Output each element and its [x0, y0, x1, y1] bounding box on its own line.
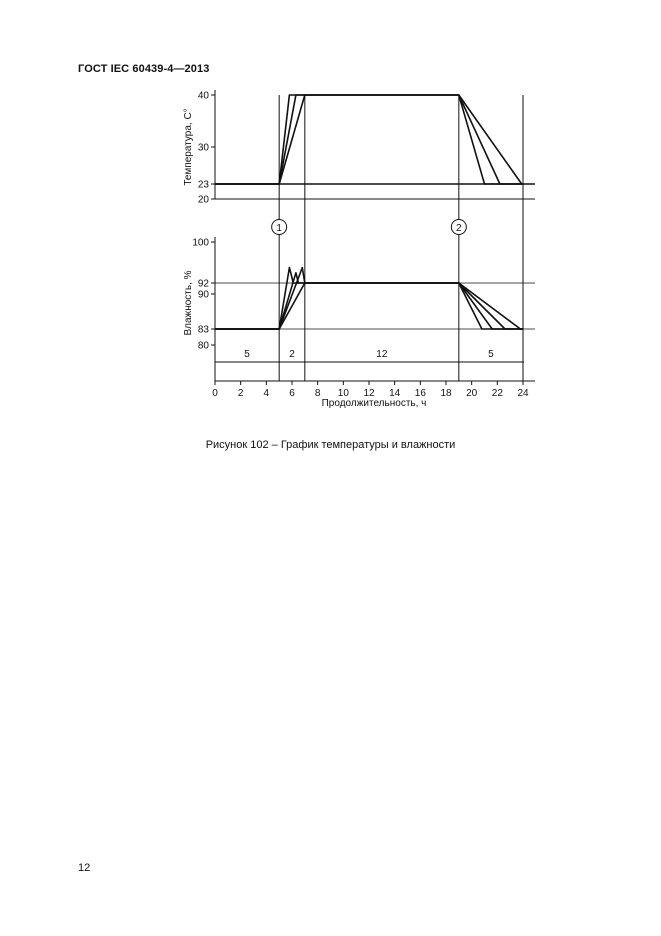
temperature-axis-label: Температура, С°: [183, 108, 194, 186]
humidity-tick-label: 80: [197, 340, 209, 352]
duration-axis-label: Продолжительность, ч: [321, 398, 427, 409]
document-header: ГОСТ IEC 60439-4—2013: [78, 63, 210, 75]
x-tick-label: 4: [263, 388, 270, 399]
x-tick-label: 12: [363, 388, 375, 399]
humidity-tick-label: 90: [197, 289, 209, 301]
x-tick-label: 22: [491, 388, 503, 399]
temperature-tick-label: 23: [197, 179, 209, 191]
temperature-series-line: [215, 95, 523, 184]
temperature-series-line: [215, 95, 523, 184]
x-tick-label: 14: [389, 388, 401, 399]
temperature-tick-label: 40: [197, 90, 209, 102]
phase-duration-label: 2: [289, 349, 295, 360]
phase-duration-label: 12: [376, 349, 388, 360]
x-tick-label: 10: [337, 388, 349, 399]
humidity-tick-label: 83: [197, 324, 209, 336]
x-tick-label: 24: [517, 388, 529, 399]
x-tick-label: 20: [466, 388, 478, 399]
humidity-series-line: [215, 283, 523, 329]
phase-duration-label: 5: [244, 349, 250, 360]
humidity-tick-label: 92: [197, 278, 209, 290]
x-tick-label: 6: [289, 388, 295, 399]
x-tick-label: 16: [414, 388, 426, 399]
x-tick-label: 0: [212, 388, 218, 399]
temperature-tick-label: 30: [197, 142, 209, 154]
phase-duration-label: 5: [488, 349, 494, 360]
phase-marker-label: 1: [276, 223, 282, 234]
x-tick-label: 18: [440, 388, 452, 399]
x-tick-label: 8: [314, 388, 321, 399]
phase-marker-label: 2: [456, 223, 462, 234]
figure-caption: Рисунок 102 – График температуры и влажности: [205, 439, 456, 451]
x-tick-label: 2: [237, 388, 244, 399]
temperature-series-line: [215, 95, 523, 184]
humidity-axis-label: Влажность, %: [183, 270, 194, 336]
humidity-series-line: [215, 268, 523, 329]
temperature-tick-label: 20: [197, 194, 209, 206]
page-number: 12: [78, 862, 91, 874]
humidity-tick-label: 100: [192, 237, 209, 249]
